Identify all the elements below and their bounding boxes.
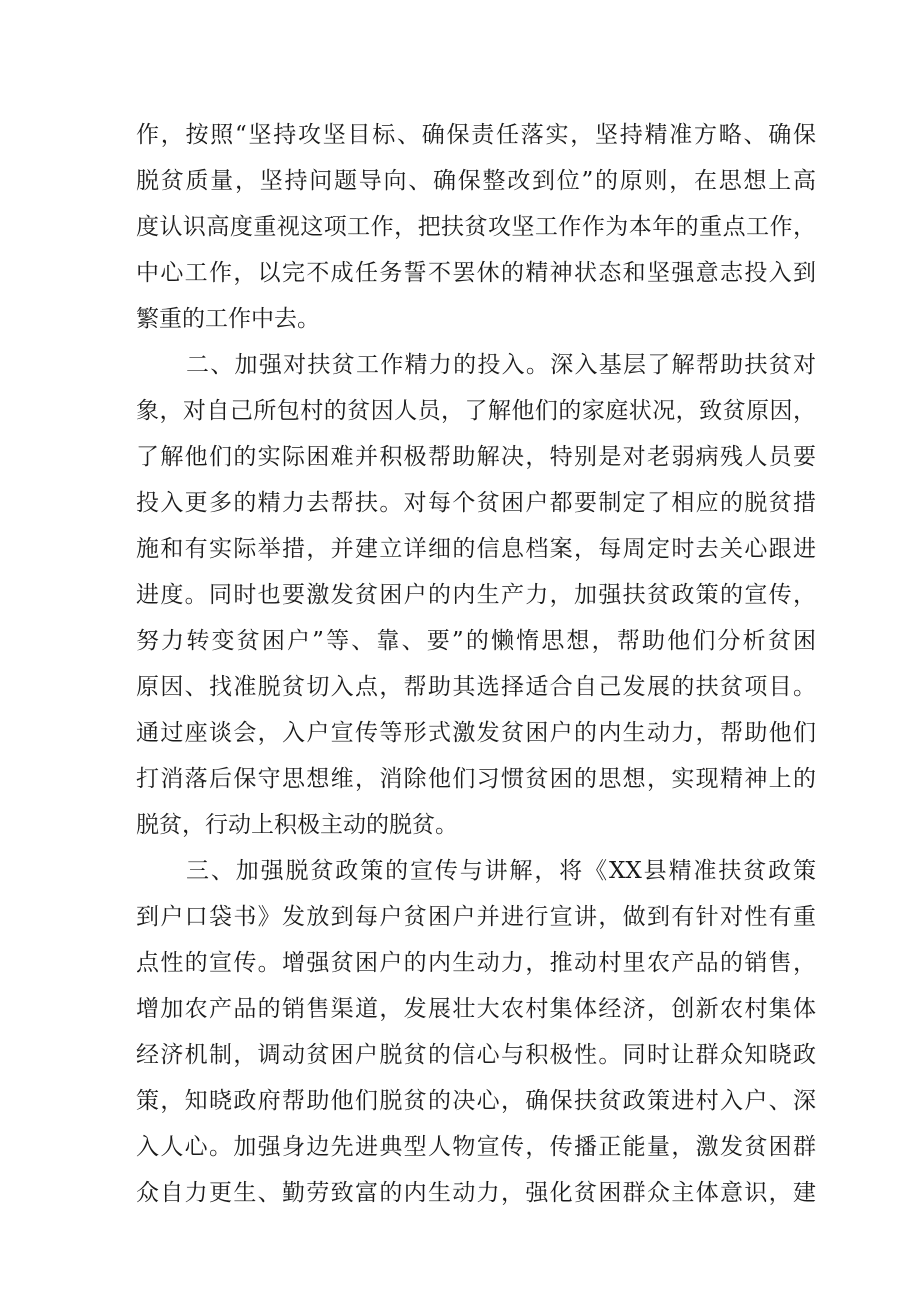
text-line: 中心工作，以完不成任务誓不罢休的精神状态和坚强意志投入到: [136, 260, 816, 286]
text-line: 二、加强对扶贫工作精力的投入。深入基层了解帮助扶贫对: [186, 352, 816, 378]
text-line: 繁重的工作中去。: [136, 306, 320, 332]
text-line: 原因、找准脱贫切入点，帮助其选择适合自己发展的扶贫项目。: [136, 674, 816, 700]
text-line: 众自力更生、勤劳致富的内生动力，强化贫困群众主体意识，建: [136, 1180, 816, 1206]
text-line: 脱贫质量，坚持问题导向、确保整改到位”的原则，在思想上高: [136, 168, 816, 194]
text-line: 三、加强脱贫政策的宣传与讲解，将《XX县精准扶贫政策: [186, 858, 816, 884]
text-line: 打消落后保守思想维，消除他们习惯贫困的思想，实现精神上的: [136, 766, 816, 792]
text-line: 点性的宣传。增强贫困户的内生动力，推动村里农产品的销售，: [136, 950, 816, 976]
text-line: 策，知晓政府帮助他们脱贫的决心，确保扶贫政策进村入户、深: [136, 1088, 816, 1114]
text-line: 象，对自己所包村的贫因人员，了解他们的家庭状况，致贫原因，: [136, 398, 816, 424]
text-line: 通过座谈会，入户宣传等形式激发贫困户的内生动力，帮助他们: [136, 720, 816, 746]
text-line: 经济机制，调动贫困户脱贫的信心与积极性。同时让群众知晓政: [136, 1042, 816, 1068]
text-line: 作，按照“坚持攻坚目标、确保责任落实，坚持精准方略、确保: [136, 122, 816, 148]
paragraph: [136, 848, 816, 1216]
body-text: [136, 112, 816, 1216]
text-line: 投入更多的精力去帮扶。对每个贫困户都要制定了相应的脱贫措: [136, 490, 816, 516]
text-line: 脱贫，行动上积极主动的脱贫。: [136, 812, 458, 838]
paragraph: [136, 342, 816, 848]
text-line: 入人心。加强身边先进典型人物宣传，传播正能量，激发贫困群: [136, 1134, 816, 1160]
text-line: 了解他们的实际困难并积极帮助解决，特别是对老弱病残人员要: [136, 444, 816, 470]
text-line: 努力转变贫困户”等、靠、要”的懒惰思想，帮助他们分析贫困: [136, 628, 816, 654]
text-line: 到户口袋书》发放到每户贫困户并进行宣讲，做到有针对性有重: [136, 904, 816, 930]
paragraph: [136, 112, 816, 342]
text-line: 度认识高度重视这项工作，把扶贫攻坚工作作为本年的重点工作，: [136, 214, 816, 240]
text-line: 施和有实际举措，并建立详细的信息档案，每周定时去关心跟进: [136, 536, 816, 562]
text-line: 增加农产品的销售渠道，发展壮大农村集体经济，创新农村集体: [136, 996, 816, 1022]
text-line: 进度。同时也要激发贫困户的内生产力，加强扶贫政策的宣传，: [136, 582, 816, 608]
